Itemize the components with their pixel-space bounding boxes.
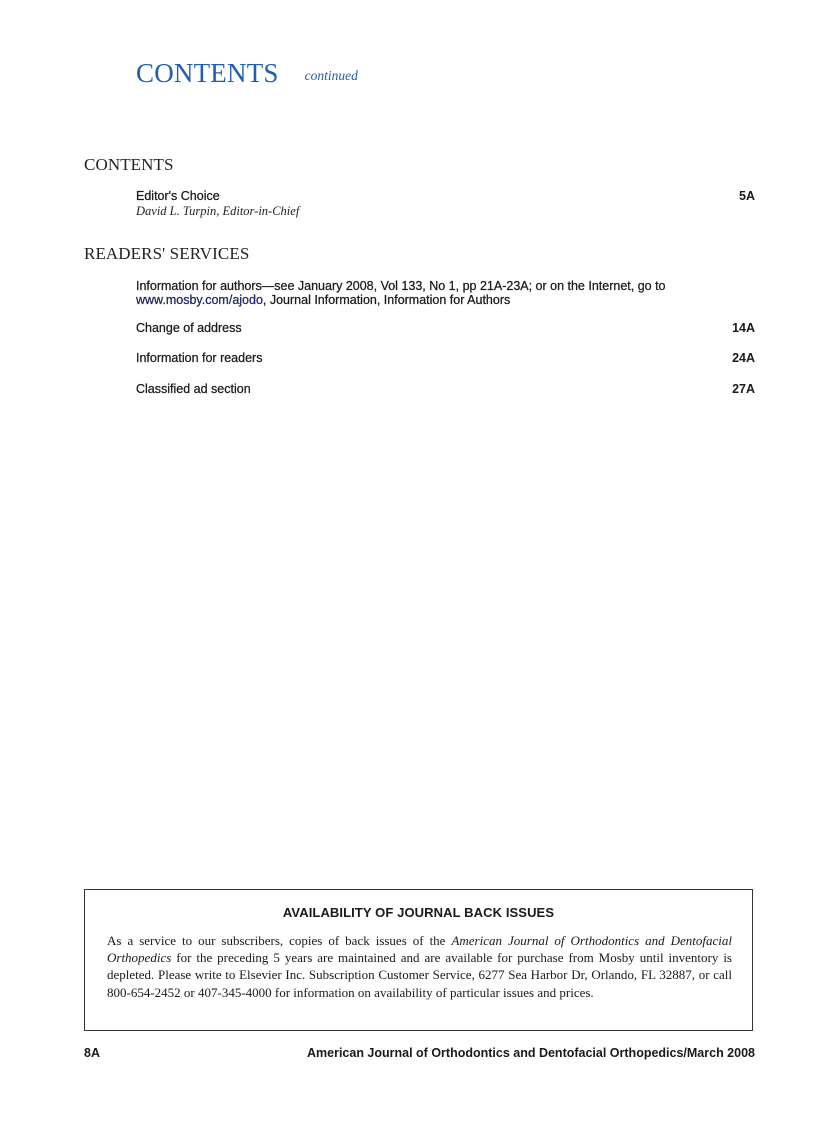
notice-body [107,932,732,1001]
page-subtitle: continued [304,68,358,83]
entry-author: David L. Turpin, Editor-in-Chief [136,204,300,218]
toc-entry-information-for-readers[interactable] [136,351,755,365]
notice-journal-name: American Journal of Orthodontics and Dentofacial Orthopedics [107,933,732,966]
page-title: CONTENTS [136,58,279,88]
entry-page-number: 27A [732,382,755,396]
toc-entry-change-of-address[interactable] [136,321,755,335]
toc-entry-classified-ad-section[interactable] [136,382,755,396]
entry-page-number: 5A [739,189,755,203]
section-heading-contents: CONTENTS [84,155,174,174]
notice-body-text: As a service to our subscribers, copies of back issues of the [107,933,452,948]
footer-journal-citation: American Journal of Orthodontics and Dentofacial Orthopedics/March 2008 [306,1046,755,1060]
entry-page-number: 14A [732,321,755,335]
back-issues-notice-box [84,889,753,1031]
page-header [136,58,358,89]
entry-title[interactable]: Information for readers [136,351,263,365]
ajodo-website-link[interactable]: www.mosby.com/ajodo [136,293,263,307]
notice-title: AVAILABILITY OF JOURNAL BACK ISSUES [282,905,555,920]
entry-text: Information for authors—see January 2008, Vol 133, No 1, pp 21A-23A; or on the Internet, go to [136,279,666,293]
entry-page-number: 24A [732,351,755,365]
entry-text-after-link: , Journal Information, Information for Authors [262,293,511,307]
entry-title[interactable]: Classified ad section [136,382,251,396]
section-heading-readers-services: READERS' SERVICES [84,244,250,263]
toc-entry-editors-choice[interactable] [136,189,755,219]
toc-entry-information-for-authors [136,279,726,307]
entry-title[interactable]: Editor's Choice [136,189,220,203]
notice-body-text-continued: for the preceding 5 years are maintained and are available for purchase from Mosby until inventory is depleted. Please write to Elsevier Inc. Subscription Customer Service, 6277 Sea Harbor Dr, Orlando, FL 32887, or call 800-654-2452 or 407-345-4000 for information on availability of particular issues and prices. [107,950,732,1000]
footer-page-number: 8A [84,1046,100,1060]
entry-title[interactable]: Change of address [136,321,242,335]
